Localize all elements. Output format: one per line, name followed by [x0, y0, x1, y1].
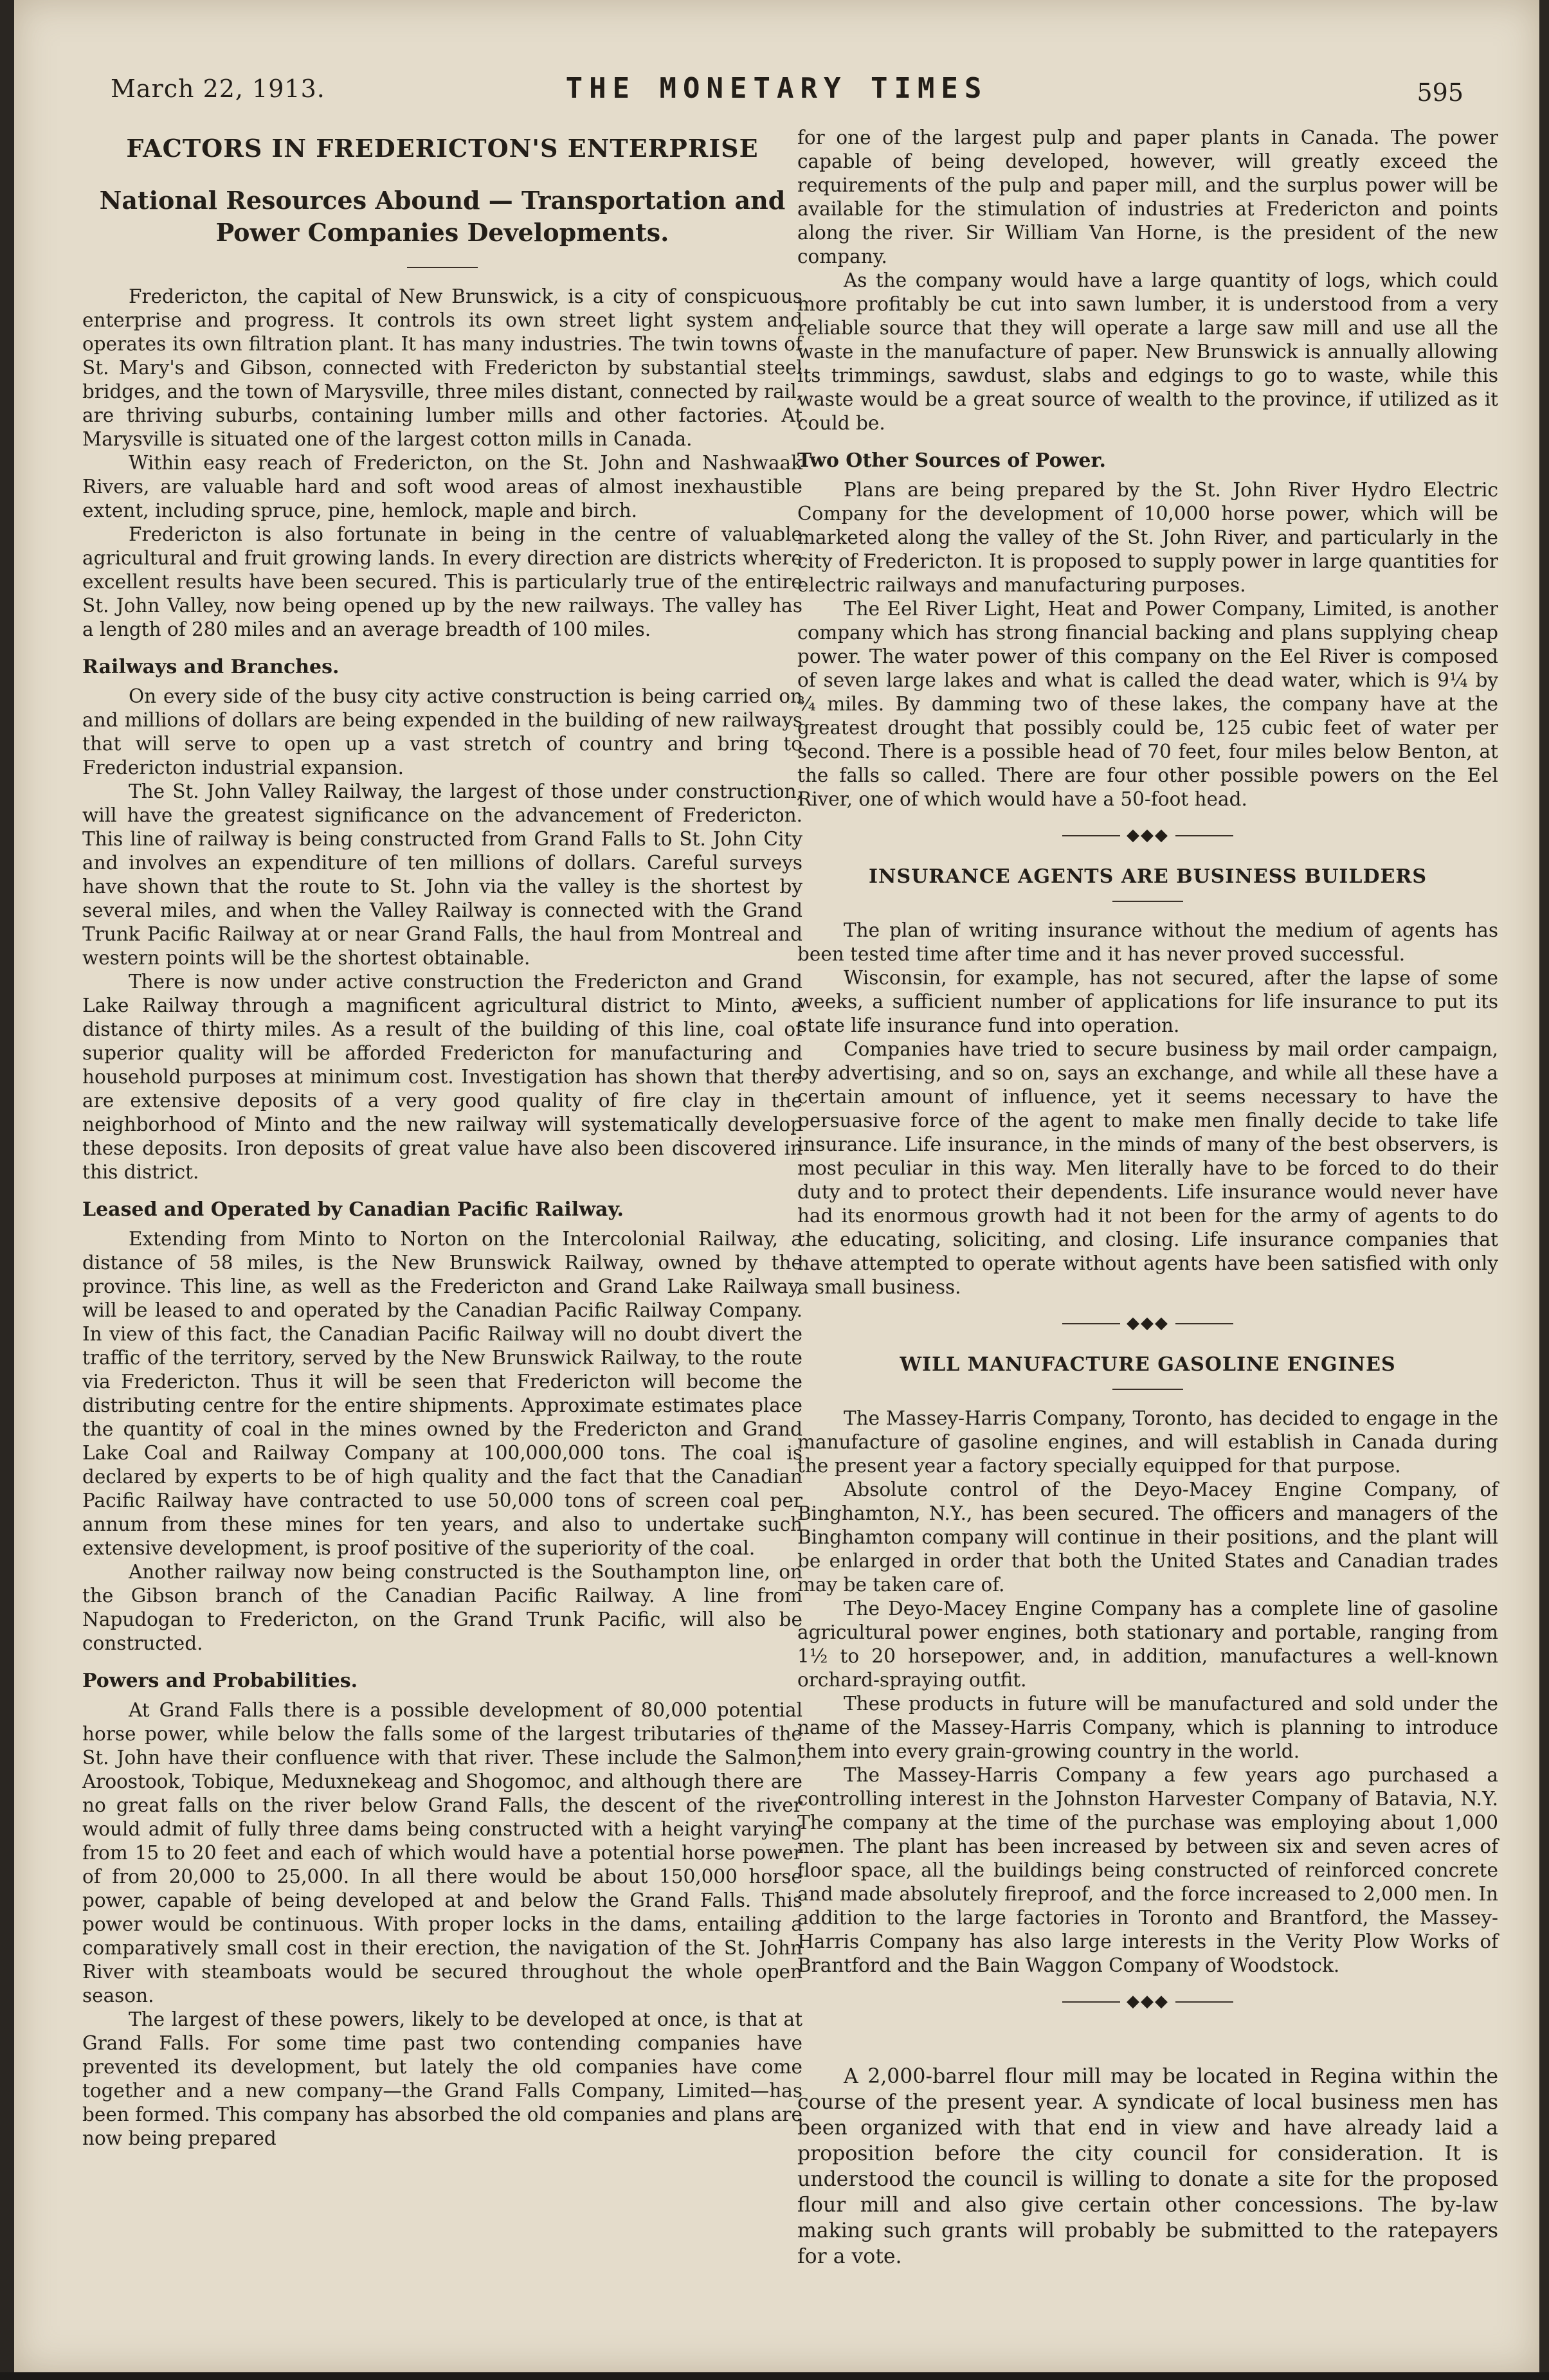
paragraph: The Massey-Harris Company a few years ago purchased a controlling interest in the Johnston Harvester Company of Batavia, N.Y. The company at the time of the purchase was employing about 1,000 men. The plant has been increased by between six and seven acres of floor space, all the buildings being constructed of reinforced concrete and made absolutely fireproof, and the force increased to 2,000 men. In addition to the large factories in Toronto and Brantford, the Massey-Harris Company has also large interests in the Verity Plow Works of Brantford and the Bain Waggon Company of Woodstock. [797, 1764, 1498, 1976]
page-edge-shadow [0, 2372, 1549, 2380]
paragraph: The plan of writing insurance without the medium of agents has been tested time after time and it has never proved successful. [797, 919, 1498, 965]
newspaper-page [14, 0, 1539, 2372]
paragraph: On every side of the busy city active construction is being carried on and millions of dollars are being expended in the building of new railways that will serve to open up a vast stretch of country and bring to Fredericton industrial expansion. [82, 685, 802, 779]
article-title-insurance: INSURANCE AGENTS ARE BUSINESS BUILDERS [869, 865, 1427, 888]
left-column [82, 126, 802, 2150]
paragraph: As the company would have a large quantity of logs, which could more profitably be cut into sawn lumber, it is understood from a very reliable source that they will operate a large saw mill and use all the waste in the manufacture of paper. New Brunswick is annually allowing its trimmings, sawdust, slabs and edgings to go to waste, while this waste would be a great source of wealth to the province, if utilized as it could be. [797, 269, 1498, 434]
article-regina-flour-mill [797, 2064, 1498, 2269]
paragraph: The Eel River Light, Heat and Power Company, Limited, is another company which has strong financial backing and plans supplying cheap power. The water power of this company on the Eel River is composed of seven large lakes and what is called the dead water, which is 9¼ by ¾ miles. By damming two of these lakes, the company have at the greatest drought that possibly could be, 125 cubic feet of water per second. There is a possible head of 70 feet, four miles below Benton, at the falls so called. There are four other possible powers on the Eel River, one of which would have a 50-foot head. [797, 598, 1498, 810]
divider-rule [1112, 901, 1183, 902]
paragraph: There is now under active construction the Fredericton and Grand Lake Railway through a magnificent agricultural district to Minto, a distance of thirty miles. As a result of the building of this line, coal of superior quality will be afforded Fredericton for manufacturing and household purposes at minimum cost. Investigation has shown that there are extensive deposits of a very good quality of fire clay in the neighborhood of Minto and the new railway will systematically develop these deposits. Iron deposits of great value have also been discovered in this district. [82, 971, 802, 1183]
issue-date: March 22, 1913. [111, 75, 325, 103]
paragraph: Fredericton, the capital of New Brunswick, is a city of conspicuous enterprise and progress. It controls its own street light system and operates its own filtration plant. It has many industries. The twin towns of St. Mary's and Gibson, connected with Fredericton by substantial steel bridges, and the town of Marysville, three miles distant, connected by rail, are thriving suburbs, containing lumber mills and other factories. At Marysville is situated one of the largest cotton mills in Canada. [82, 285, 802, 450]
right-column [797, 126, 1498, 2269]
paragraph: At Grand Falls there is a possible development of 80,000 potential horse power, while below the falls some of the largest tributaries of the St. John have their confluence with that river. These include the Salmon, Aroostook, Tobique, Meduxnekeag and Shogomoc, and although there are no great falls on the river below Grand Falls, the descent of the river would admit of fully three dams being constructed with a height varying from 15 to 20 feet and each of which would have a potential horse power of from 20,000 to 25,000. In all there would be about 150,000 horse power, capable of being developed at and below the Grand Falls. This power would be continuous. With proper locks in the dams, entailing a comparatively small cost in their erection, the navigation of the St. John River with steamboats would be secured throughout the whole open season. [82, 1699, 802, 2006]
section-heading-leased: Leased and Operated by Canadian Pacific Railway. [82, 1198, 624, 1221]
ornament-divider: ◆◆◆ [797, 1313, 1498, 1333]
paragraph: These products in future will be manufactured and sold under the name of the Massey-Harris Company, which is planning to introduce them into every grain-growing country in the world. [797, 1693, 1498, 1762]
publication-title: THE MONETARY TIMES [565, 72, 988, 105]
paragraph: Fredericton is also fortunate in being in the centre of valuable agricultural and fruit growing lands. In every direction are districts where excellent results have been secured. This is particularly true of the entire St. John Valley, now being opened up by the new railways. The valley has a length of 280 miles and an average breadth of 100 miles. [82, 523, 802, 640]
paragraph: The St. John Valley Railway, the largest of those under construction, will have the greatest significance on the advancement of Fredericton. This line of railway is being constructed from Grand Falls to St. John City and involves an expenditure of ten millions of dollars. Careful surveys have shown that the route to St. John via the valley is the shortest by several miles, and when the Valley Railway is connected with the Grand Trunk Pacific Railway at or near Grand Falls, the haul from Montreal and western points will be the shortest obtainable. [82, 780, 802, 969]
section-heading-two-other: Two Other Sources of Power. [797, 449, 1106, 472]
paragraph: Another railway now being constructed is the Southampton line, on the Gibson branch of the Canadian Pacific Railway. A line from Napudogan to Fredericton, on the Grand Trunk Pacific, will also be constructed. [82, 1561, 802, 1654]
section-heading-railways: Railways and Branches. [82, 656, 340, 678]
article-title-gasoline: WILL MANUFACTURE GASOLINE ENGINES [900, 1353, 1396, 1376]
paragraph: Wisconsin, for example, has not secured, after the lapse of some weeks, a sufficient number of applications for life insurance to put its state life insurance fund into operation. [797, 967, 1498, 1036]
paragraph: The Massey-Harris Company, Toronto, has decided to engage in the manufacture of gasoline engines, and will establish in Canada during the present year a factory specially equipped for that purpose. [797, 1407, 1498, 1477]
paragraph: Within easy reach of Fredericton, on the St. John and Nashwaak Rivers, are valuable hard and soft wood areas of almost inexhaustible extent, including spruce, pine, hemlock, maple and birch. [82, 452, 802, 521]
paragraph: Extending from Minto to Norton on the Intercolonial Railway, a distance of 58 miles, is the New Brunswick Railway, owned by the province. This line, as well as the Fredericton and Grand Lake Railway, will be leased to and operated by the Canadian Pacific Railway Company. In view of this fact, the Canadian Pacific Railway will no doubt divert the traffic of the territory, served by the New Brunswick Railway, to the route via Fredericton. Thus it will be seen that Fredericton will become the distributing centre for the entire shipments. Approximate estimates place the quantity of coal in the mines owned by the Fredericton and Grand Lake Coal and Railway Company at 100,000,000 tons. The coal is declared by experts to be of high quality and the fact that the Canadian Pacific Railway have contracted to use 50,000 tons of screen coal per annum from these mines for ten years, and also to undertake such extensive development, is proof positive of the superiority of the coal. [82, 1228, 802, 1559]
section-heading-powers: Powers and Probabilities. [82, 1670, 358, 1692]
article-title-fredericton: FACTORS IN FREDERICTON'S ENTERPRISE [126, 134, 759, 163]
paragraph: Companies have tried to secure business by mail order campaign, by advertising, and so on, says an exchange, and while all these have a certain amount of influence, yet it seems necessary to have the persuasive force of the agent to make men finally decide to take life insurance. Life insurance, in the minds of many of the best observers, is most peculiar in this way. Men literally have to be forced to do their duty and to protect their dependents. Life insurance would never have had its enormous growth had it not been for the army of agents to do the educating, soliciting, and closing. Life insurance companies that have attempted to operate without agents have been satisfied with only a small business. [797, 1038, 1498, 1298]
paragraph: Absolute control of the Deyo-Macey Engine Company, of Binghamton, N.Y., has been secured. The officers and managers of the Binghamton company will continue in their positions, and the plant will be enlarged in order that both the United States and Canadian trades may be taken care of. [797, 1479, 1498, 1596]
paragraph: A 2,000-barrel flour mill may be located in Regina within the course of the present year. A syndicate of local business men has been organized with that end in view and have already laid a proposition before the city council for consideration. It is understood the council is willing to donate a site for the proposed flour mill and also give certain other concessions. The by-law making such grants will probably be submitted to the ratepayers for a vote. [797, 2065, 1498, 2268]
divider-rule [407, 267, 478, 268]
paragraph: The largest of these powers, likely to be developed at once, is that at Grand Falls. For some time past two contending companies have prevented its development, but lately the old companies have come together and a new company—the Grand Falls Company, Limited—has been formed. This company has absorbed the old companies and plans are now being prepared [82, 2008, 802, 2149]
paragraph-continued: for one of the largest pulp and paper plants in Canada. The power capable of being developed, however, will greatly exceed the requirements of the pulp and paper mill, and the surplus power will be available for the stimulation of industries at Fredericton and points along the river. Sir William Van Horne, is the president of the new company. [797, 127, 1498, 267]
ornament-divider: ◆◆◆ [797, 1992, 1498, 2011]
paragraph: Plans are being prepared by the St. John River Hydro Electric Company for the development of 10,000 horse power, which will be marketed along the valley of the St. John River, and particularly in the city of Fredericton. It is proposed to supply power in large quantities for electric railways and manufacturing purposes. [797, 479, 1498, 596]
paragraph: The Deyo-Macey Engine Company has a complete line of gasoline agricultural power engines, both stationary and portable, ranging from 1½ to 20 horsepower, and, in addition, manufactures a well-known orchard-spraying outfit. [797, 1598, 1498, 1691]
article-subtitle-fredericton: National Resources Abound — Transportation and Power Companies Developments. [99, 186, 786, 247]
divider-rule [1112, 1389, 1183, 1390]
page-header [14, 69, 1539, 114]
page-number: 595 [1417, 78, 1463, 107]
ornament-divider: ◆◆◆ [797, 825, 1498, 845]
